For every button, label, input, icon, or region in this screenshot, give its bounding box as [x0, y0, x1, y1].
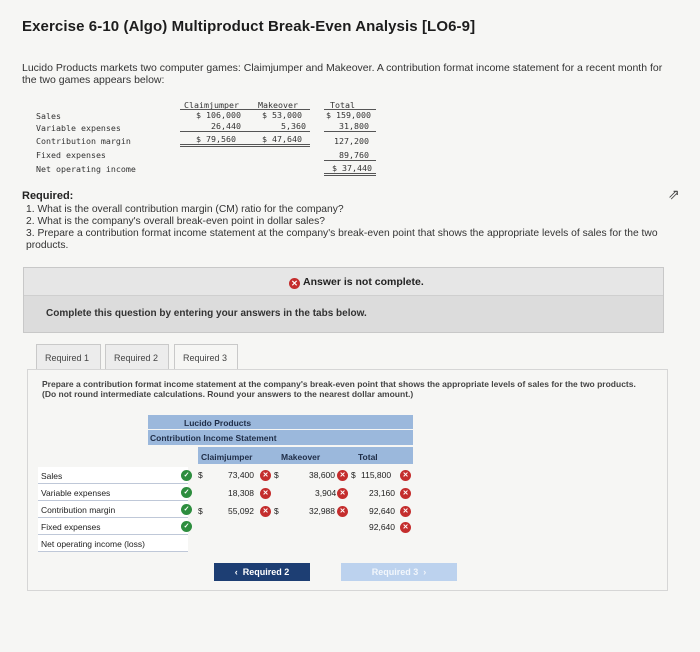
subtotal-line-total: [324, 131, 376, 132]
error-icon: ✕: [400, 506, 411, 517]
given-cell: $ 159,000: [326, 110, 371, 120]
required-3-workspace: [27, 369, 668, 591]
given-cell: $ 53,000: [262, 110, 302, 120]
instruction-text: Prepare a contribution format income statement at the company's break-even point that shows the appropriate levels of sales for the two products. (Do not round intermediate calculations. Round your answers to the nearest dollar amount.): [42, 379, 636, 399]
given-cell: 31,800: [339, 121, 369, 131]
double-underline: [180, 144, 310, 147]
given-cell: 127,200: [334, 136, 369, 146]
error-icon: ✕: [337, 488, 348, 499]
input-sales-claimjumper[interactable]: 73,400: [228, 470, 254, 480]
exercise-title: Exercise 6-10 (Algo) Multiproduct Break-Even Analysis [LO6-9]: [22, 18, 476, 35]
required-heading: Required:: [22, 190, 74, 202]
dollar-sign: $: [351, 470, 356, 480]
given-row-label: Contribution margin: [36, 136, 131, 146]
error-icon: ✕: [260, 470, 271, 481]
tab-required-3[interactable]: Required 3: [174, 344, 238, 370]
complete-instruction: Complete this question by entering your answers in the tabs below.: [46, 308, 367, 319]
prev-required-2-button[interactable]: ‹ Required 2: [214, 563, 310, 581]
input-cm-makeover[interactable]: 32,988: [309, 506, 335, 516]
dollar-sign: $: [274, 506, 279, 516]
given-cell: 89,760: [339, 150, 369, 160]
dollar-sign: $: [198, 470, 203, 480]
given-cell: $ 37,440: [332, 163, 372, 173]
col-makeover: Makeover: [281, 452, 321, 462]
status-header: [24, 268, 663, 296]
company-name: Lucido Products: [184, 418, 252, 428]
input-variable-makeover[interactable]: 3,904: [315, 488, 337, 498]
given-cell: 5,360: [281, 121, 306, 131]
row-label-noi: Net operating income (loss): [38, 535, 188, 552]
given-cell: $ 47,640: [262, 134, 302, 144]
input-variable-claimjumper[interactable]: 18,308: [228, 488, 254, 498]
required-item-1: 1. What is the overall contribution margin (CM) ratio for the company?: [26, 204, 344, 215]
check-icon: ✓: [181, 487, 192, 498]
given-cell: 26,440: [211, 121, 241, 131]
given-row-label: Fixed expenses: [36, 150, 106, 160]
given-col-claimjumper: Claimjumper: [184, 100, 239, 110]
dollar-sign: $: [198, 506, 203, 516]
given-income-statement: [36, 100, 396, 180]
given-cell: $ 79,560: [196, 134, 236, 144]
tab-required-1[interactable]: Required 1: [36, 344, 101, 370]
input-sales-total[interactable]: 115,800: [361, 470, 392, 480]
check-icon: ✓: [181, 521, 192, 532]
required-list: [26, 204, 686, 252]
input-cm-total[interactable]: 92,640: [369, 506, 395, 516]
intro-text: Lucido Products markets two computer games: Claimjumper and Makeover. A contribution format income statement for a recent month for the two games appears below:: [22, 62, 663, 86]
tab-required-2[interactable]: Required 2: [105, 344, 169, 370]
given-col-total: Total: [330, 100, 355, 110]
dollar-sign: $: [274, 470, 279, 480]
input-fixed-total[interactable]: 92,640: [369, 522, 395, 532]
required-item-2: 2. What is the company's overall break-even point in dollar sales?: [26, 216, 326, 227]
answer-status-panel: [23, 267, 664, 333]
row-label-cm: Contribution margin: [38, 501, 188, 518]
error-icon: ✕: [260, 506, 271, 517]
given-cell: $ 106,000: [196, 110, 241, 120]
row-label-fixed: Fixed expenses: [38, 518, 188, 535]
fixed-underline: [324, 160, 376, 161]
error-icon: ✕: [289, 278, 300, 289]
status-text: Answer is not complete.: [303, 276, 424, 288]
error-icon: ✕: [400, 488, 411, 499]
next-required-3-button[interactable]: Required 3 ›: [341, 563, 457, 581]
error-icon: ✕: [400, 470, 411, 481]
error-icon: ✕: [400, 522, 411, 533]
given-row-label: Sales: [36, 111, 61, 121]
status-message: [289, 276, 424, 289]
input-sales-makeover[interactable]: 38,600: [309, 470, 335, 480]
row-label-sales: Sales: [38, 467, 188, 484]
error-icon: ✕: [260, 488, 271, 499]
check-icon: ✓: [181, 470, 192, 481]
col-claimjumper: Claimjumper: [201, 452, 253, 462]
required-item-3: 3. Prepare a contribution format income statement at the company's break-even point that shows the appropriate levels of sales for the two products.: [26, 228, 658, 251]
given-row-label: Net operating income: [36, 164, 136, 174]
subtotal-line: [180, 131, 310, 132]
check-icon: ✓: [181, 504, 192, 515]
input-variable-total[interactable]: 23,160: [369, 488, 395, 498]
mouse-cursor-icon: ⇗: [668, 186, 680, 202]
col-total: Total: [358, 452, 378, 462]
next-label: Required 3: [371, 567, 419, 577]
given-row-label: Variable expenses: [36, 123, 121, 133]
error-icon: ✕: [337, 506, 348, 517]
statement-name: Contribution Income Statement: [150, 433, 277, 443]
row-label-variable: Variable expenses: [38, 484, 188, 501]
input-cm-claimjumper[interactable]: 55,092: [228, 506, 254, 516]
error-icon: ✕: [337, 470, 348, 481]
noi-double-underline: [324, 173, 376, 176]
prev-label: Required 2: [242, 567, 290, 577]
given-col-makeover: Makeover: [258, 100, 298, 110]
